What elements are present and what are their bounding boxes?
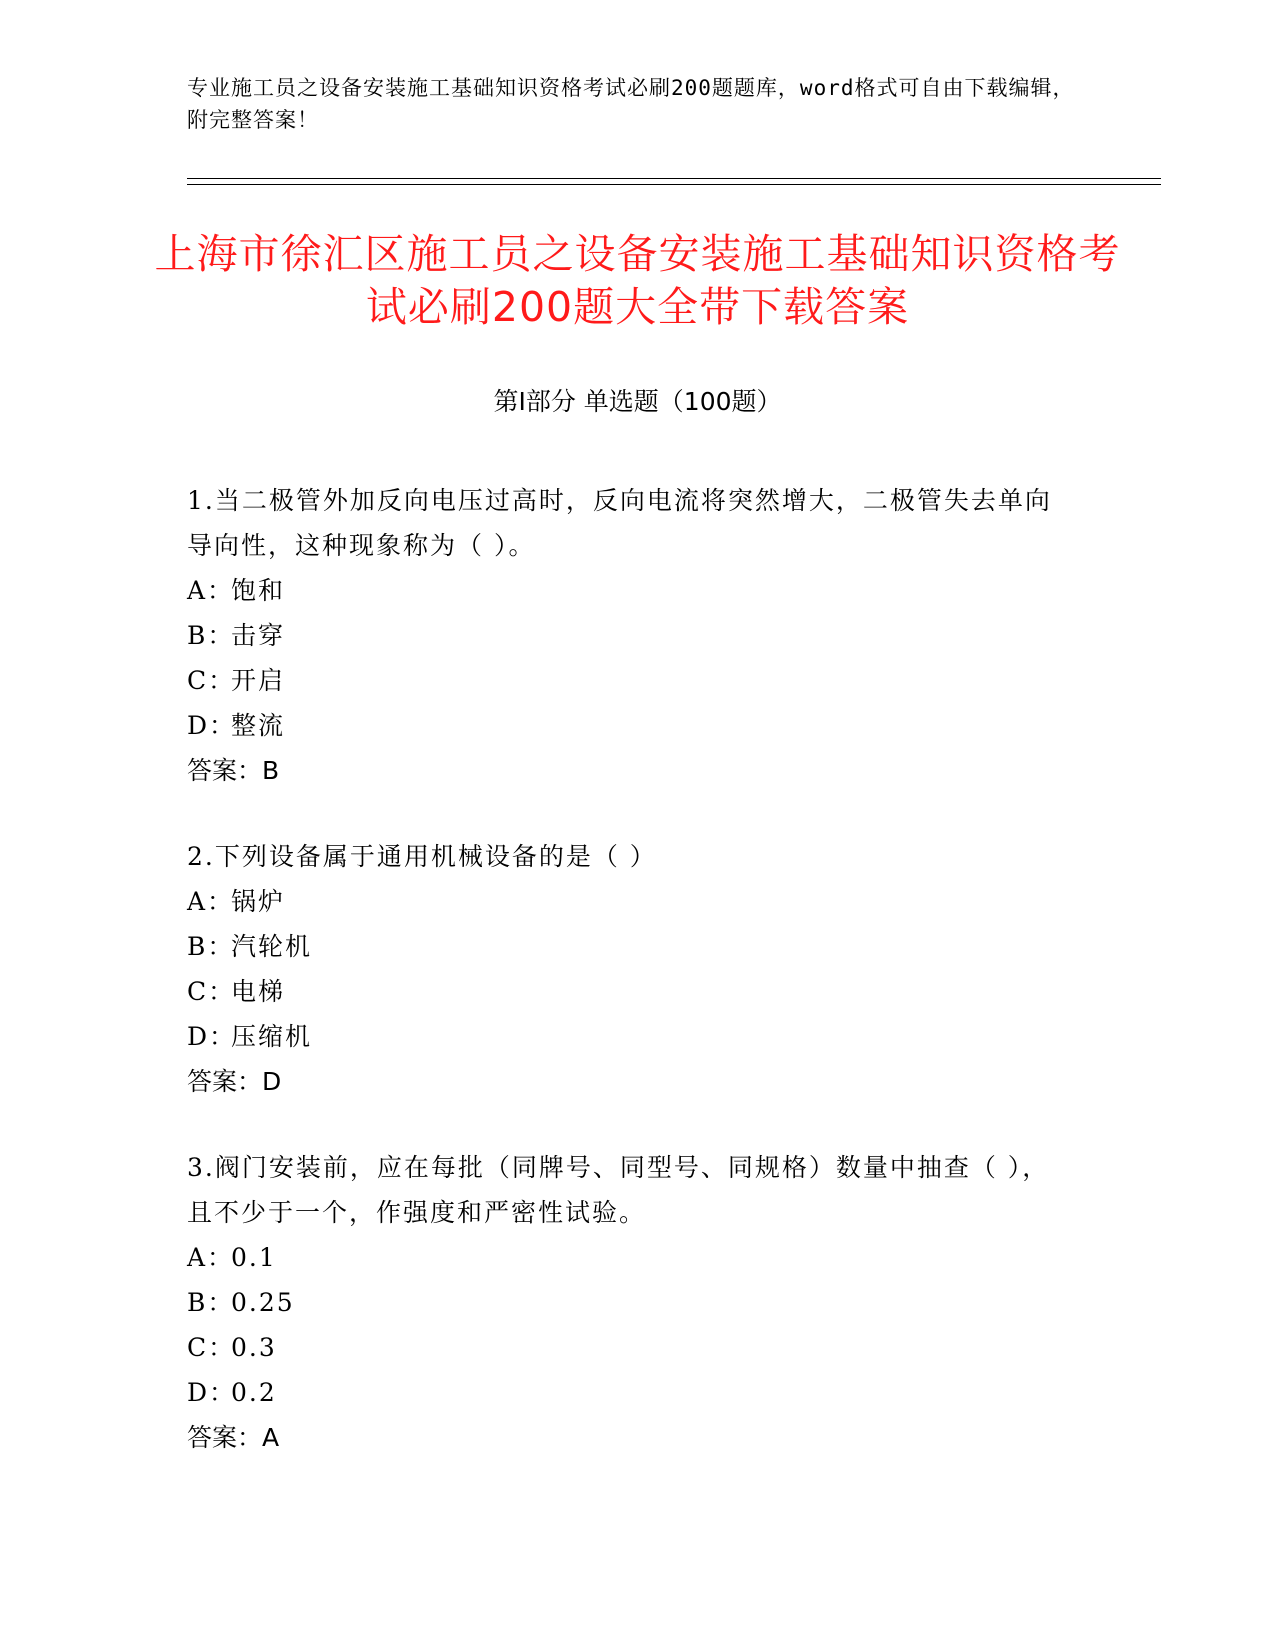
option-text: 0.25: [231, 1288, 295, 1317]
option-letter: C：: [187, 977, 236, 1006]
option-b: [187, 1280, 1067, 1325]
option-letter: D：: [187, 1022, 237, 1051]
option-letter: C：: [187, 1333, 236, 1362]
option-text: 0.1: [231, 1243, 277, 1272]
option-text: 汽轮机: [231, 932, 313, 961]
option-d: [187, 1370, 1067, 1415]
option-letter: D：: [187, 711, 237, 740]
option-b: [187, 613, 1067, 658]
document-title: 上海市徐汇区施工员之设备安装施工基础知识资格考试必刷200题大全带下载答案: [154, 230, 1121, 331]
option-text: 饱和: [231, 576, 286, 605]
header-divider-bottom: [187, 184, 1161, 185]
header-divider-top: [187, 178, 1161, 179]
option-letter: B：: [187, 1288, 235, 1317]
option-a: [187, 1235, 1067, 1280]
question-stem: 2.下列设备属于通用机械设备的是（ ）: [187, 842, 657, 871]
option-d: [187, 1014, 1067, 1059]
option-a: [187, 879, 1067, 924]
question-1: [187, 478, 1067, 793]
question-stem: 1.当二极管外加反向电压过高时，反向电流将突然增大，二极管失去单向导向性，这种现象称为（ ）。: [187, 486, 1052, 560]
option-letter: C：: [187, 666, 236, 695]
option-text: 整流: [231, 711, 286, 740]
option-letter: A：: [187, 887, 235, 916]
option-text: 锅炉: [231, 887, 286, 916]
option-c: [187, 969, 1067, 1014]
option-letter: B：: [187, 932, 235, 961]
section-heading: 第Ⅰ部分 单选题（100题）: [493, 387, 782, 416]
option-c: [187, 658, 1067, 703]
option-c: [187, 1325, 1067, 1370]
question-stem: 3.阀门安装前，应在每批（同牌号、同型号、同规格）数量中抽查（ ），且不少于一个，作强度和严密性试验。: [187, 1153, 1050, 1227]
option-text: 压缩机: [231, 1022, 313, 1051]
option-d: [187, 703, 1067, 748]
question-3: [187, 1145, 1067, 1460]
answer-line: 答案：A: [187, 1423, 280, 1452]
answer-line: 答案：B: [187, 756, 280, 785]
option-letter: A：: [187, 1243, 235, 1272]
option-text: 电梯: [231, 977, 286, 1006]
answer-line: 答案：D: [187, 1067, 282, 1096]
header-note: 专业施工员之设备安装施工基础知识资格考试必刷200题题库，word格式可自由下载编辑，附完整答案！: [187, 76, 1075, 132]
option-text: 开启: [231, 666, 286, 695]
option-text: 0.3: [231, 1333, 277, 1362]
option-letter: A：: [187, 576, 235, 605]
option-text: 击穿: [231, 621, 286, 650]
option-text: 0.2: [231, 1378, 277, 1407]
option-a: [187, 568, 1067, 613]
option-letter: D：: [187, 1378, 237, 1407]
option-letter: B：: [187, 621, 235, 650]
option-b: [187, 924, 1067, 969]
question-2: [187, 834, 1067, 1104]
question-list: [187, 478, 1067, 1501]
